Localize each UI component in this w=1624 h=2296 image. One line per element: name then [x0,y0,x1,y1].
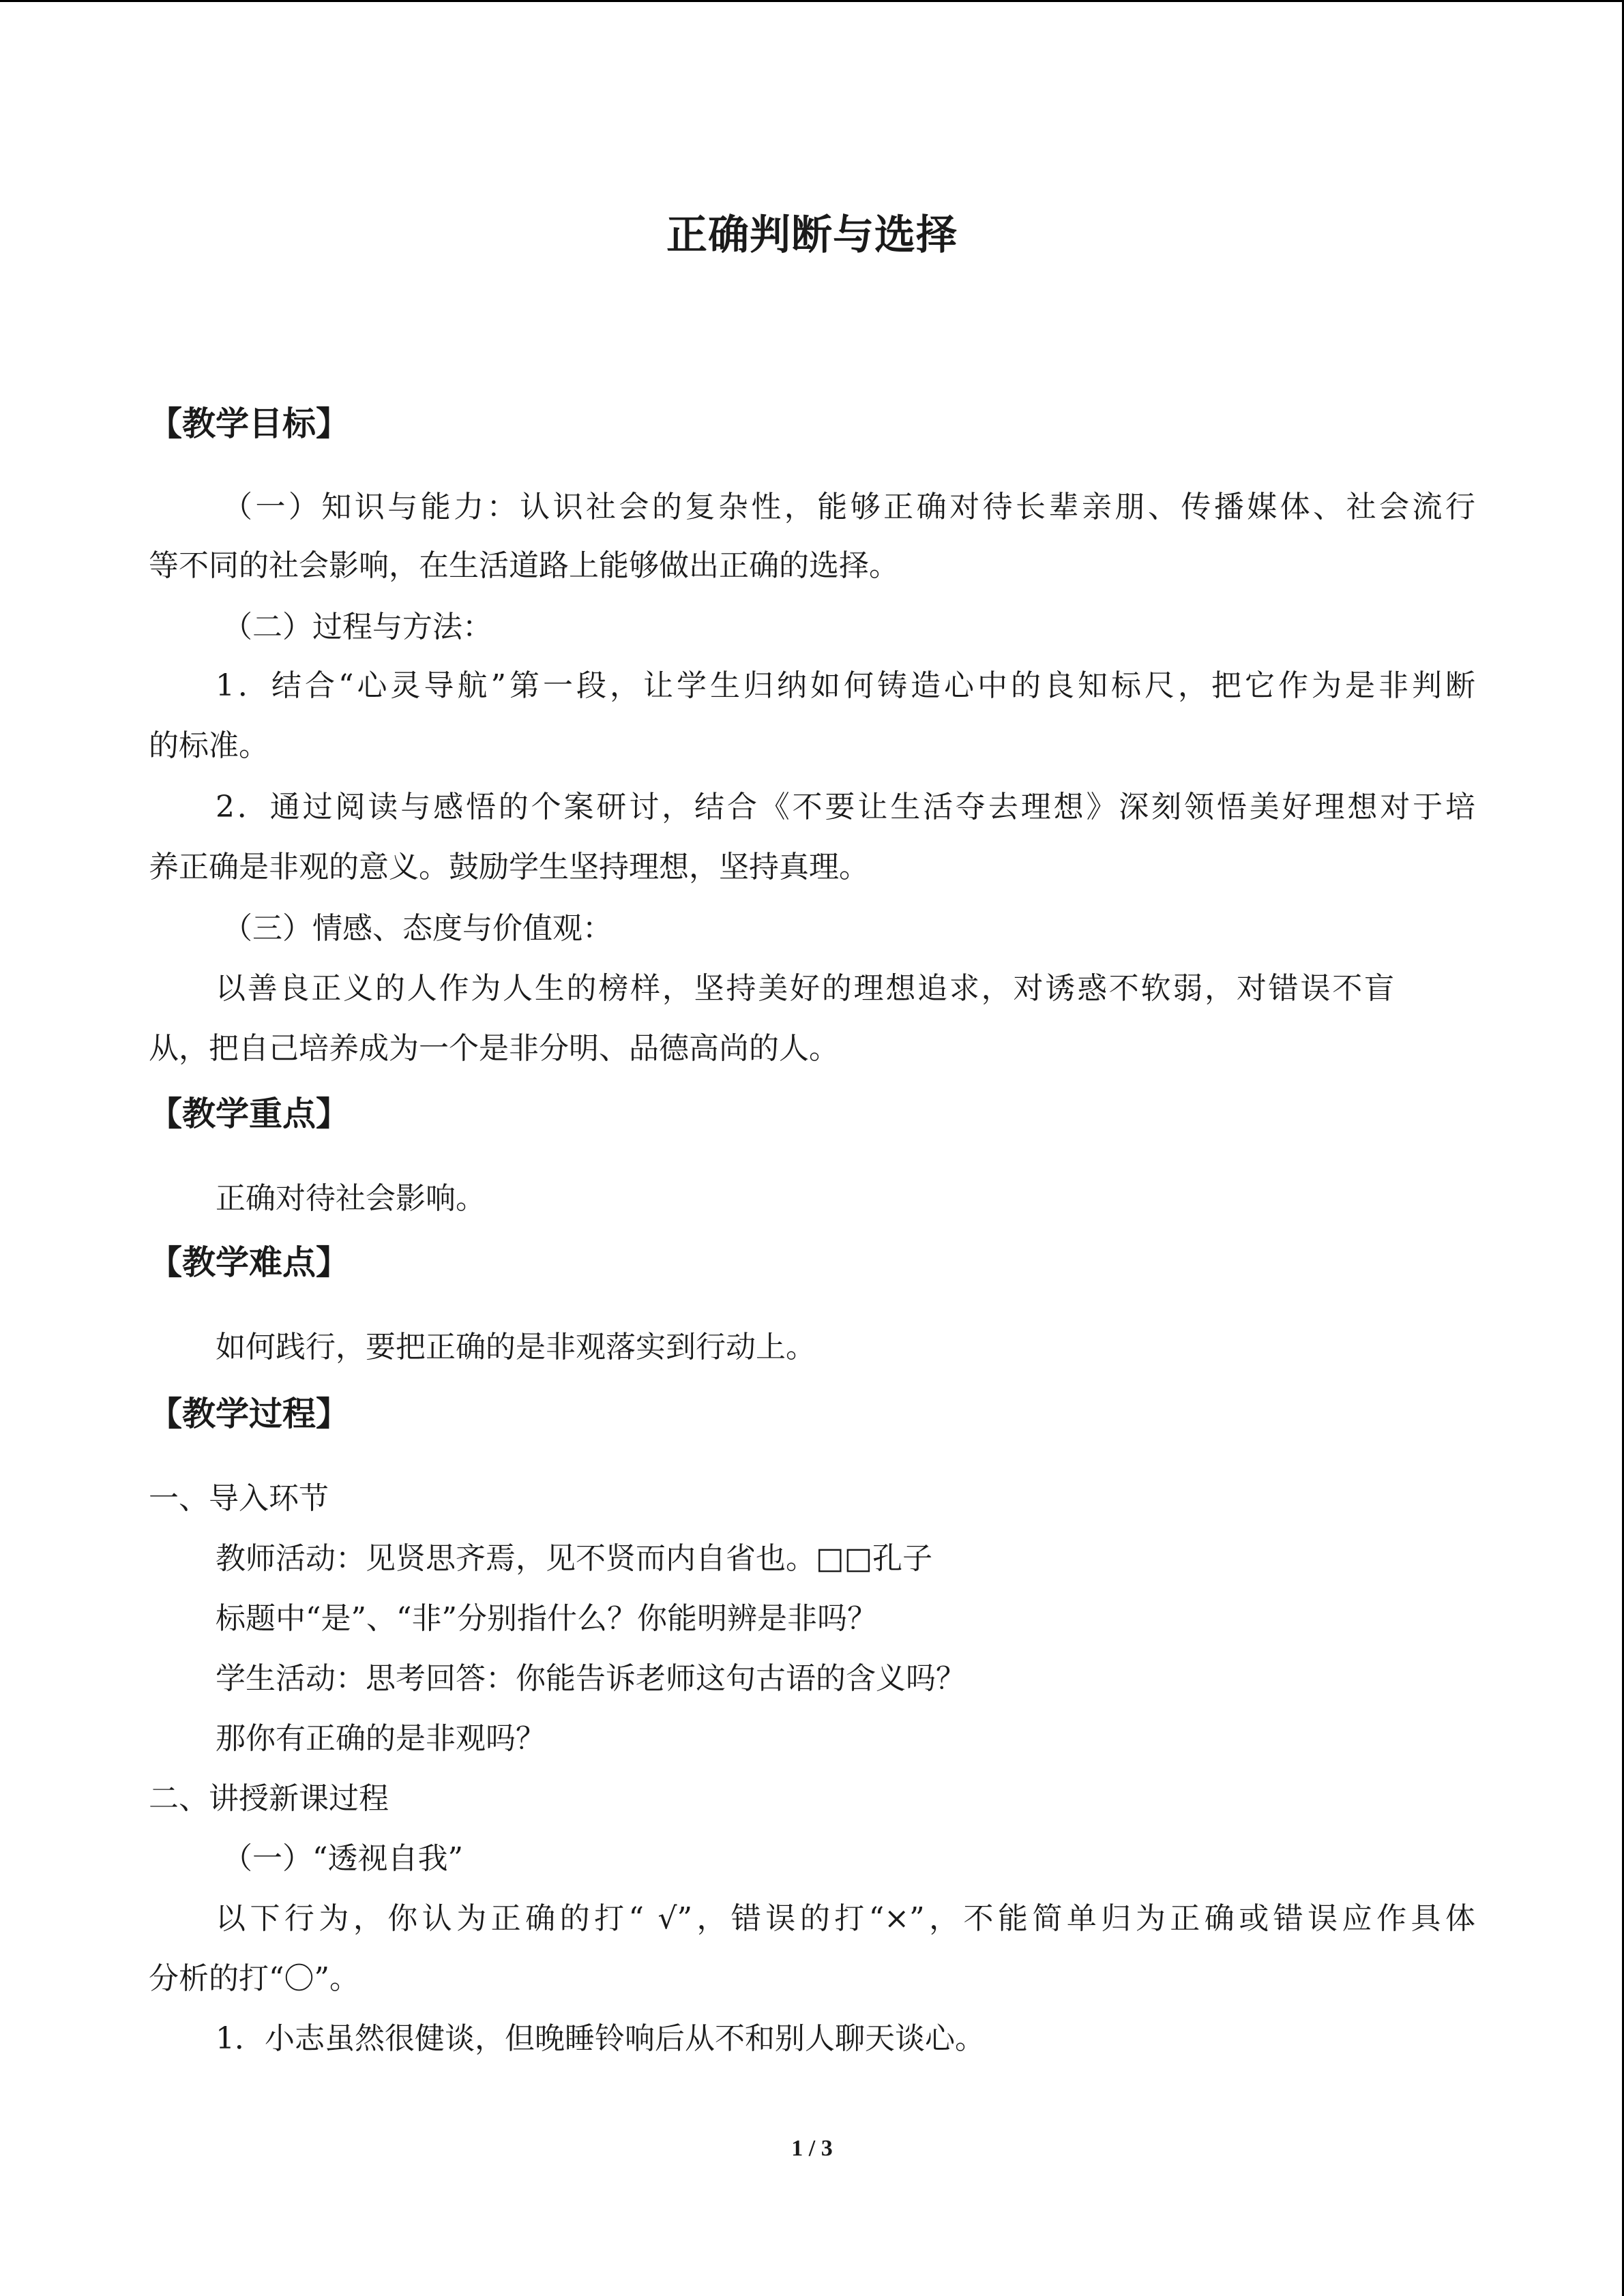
page-title: 正确判断与选择 [666,211,958,259]
process-intro-label: 一、导入环节 [149,1481,329,1516]
process-item1: 1．小志虽然很健谈，但晚睡铃响后从不和别人聊天谈心。 [216,2021,985,2056]
process-question2: 那你有正确的是非观吗？ [216,1721,546,1756]
process-subsection-label: （一）“透视自我” [222,1841,463,1876]
process-new-lesson-label: 二、讲授新课过程 [149,1781,389,1816]
goals-emotion-line1: 以善良正义的人作为人生的榜样，坚持美好的理想追求，对诱惑不软弱，对错误不盲 [216,971,1394,1006]
goals-emotion-label: （三）情感、态度与价值观： [222,911,612,946]
top-border-line [0,0,1624,2]
process-question1: 标题中“是”、“非”分别指什么？你能明辨是非吗？ [216,1601,877,1636]
goals-knowledge-line1: （一）知识与能力：认识社会的复杂性，能够正确对待长辈亲朋、传播媒体、社会流行 [222,490,1475,524]
goals-process-item1-line2: 的标准。 [149,728,269,763]
heading-teaching-goals: 【教学目标】 [149,404,350,443]
process-instruction-line1: 以下行为，你认为正确的打“ √”，错误的打“×”，不能简单归为正确或错误应作具体 [216,1901,1475,1936]
process-teacher-activity: 教师活动：见贤思齐焉，见不贤而内自省也。□□孔子 [216,1541,933,1576]
difficulty-text: 如何践行，要把正确的是非观落实到行动上。 [216,1330,816,1365]
process-instruction-line2: 分析的打“〇”。 [149,1961,359,1996]
heading-key-point: 【教学重点】 [149,1094,350,1133]
goals-process-item2-line2: 养正确是非观的意义。鼓励学生坚持理想，坚持真理。 [149,850,869,884]
goals-knowledge-line2: 等不同的社会影响，在生活道路上能够做出正确的选择。 [149,548,899,583]
goals-emotion-line2: 从，把自己培养成为一个是非分明、品德高尚的人。 [149,1031,839,1066]
process-student-activity: 学生活动：思考回答：你能告诉老师这句古语的含义吗？ [216,1661,966,1696]
goals-process-item2-line1: 2．通过阅读与感悟的个案研讨，结合《不要让生活夺去理想》深刻领悟美好理想对于培 [216,790,1475,824]
page-indicator: 1 / 3 [791,2136,833,2161]
heading-teaching-process: 【教学过程】 [149,1394,350,1433]
goals-process-item1-line1: 1．结合“心灵导航”第一段，让学生归纳如何铸造心中的良知标尺，把它作为是非判断 [216,668,1475,703]
heading-difficulty: 【教学难点】 [149,1242,350,1282]
goals-process-label: （二）过程与方法： [222,610,492,644]
key-point-text: 正确对待社会影响。 [216,1181,486,1216]
